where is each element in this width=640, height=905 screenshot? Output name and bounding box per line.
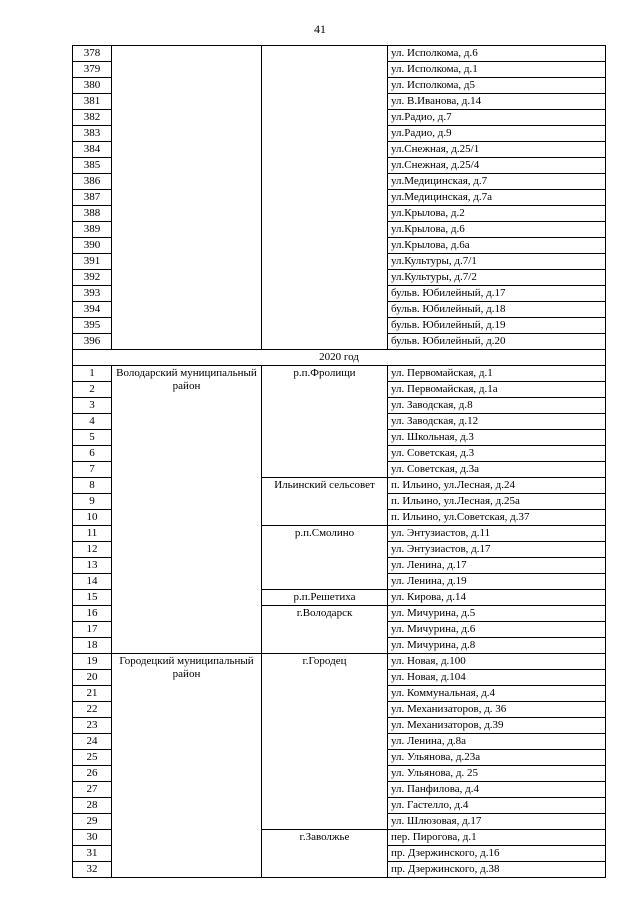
row-number: 26 xyxy=(73,766,112,782)
row-number: 4 xyxy=(73,414,112,430)
address-cell: ул. Школьная, д.3 xyxy=(388,430,606,446)
address-cell: бульв. Юбилейный, д.18 xyxy=(388,302,606,318)
row-number: 391 xyxy=(73,254,112,270)
row-number: 16 xyxy=(73,606,112,622)
address-cell: ул. Новая, д.104 xyxy=(388,670,606,686)
housing-table xyxy=(72,45,606,878)
table-row xyxy=(73,654,606,670)
address-cell: пр. Дзержинского, д.38 xyxy=(388,862,606,878)
address-cell: ул. Энтузиастов, д.17 xyxy=(388,542,606,558)
address-cell: ул.Крылова, д.2 xyxy=(388,206,606,222)
row-number: 13 xyxy=(73,558,112,574)
row-number: 392 xyxy=(73,270,112,286)
row-number: 29 xyxy=(73,814,112,830)
page-number: 41 xyxy=(314,22,326,36)
row-number: 8 xyxy=(73,478,112,494)
row-number: 30 xyxy=(73,830,112,846)
address-cell: ул. Исполкома, д.6 xyxy=(388,46,606,62)
address-cell: ул. Гастелло, д.4 xyxy=(388,798,606,814)
row-number: 7 xyxy=(73,462,112,478)
row-number: 383 xyxy=(73,126,112,142)
row-number: 11 xyxy=(73,526,112,542)
settlement-name: г.Володарск xyxy=(262,606,388,654)
row-number: 20 xyxy=(73,670,112,686)
row-number: 22 xyxy=(73,702,112,718)
address-cell: ул.Радио, д.9 xyxy=(388,126,606,142)
row-number: 25 xyxy=(73,750,112,766)
row-number: 23 xyxy=(73,718,112,734)
row-number: 10 xyxy=(73,510,112,526)
address-cell: ул. Советская, д.3а xyxy=(388,462,606,478)
row-number: 9 xyxy=(73,494,112,510)
address-cell: ул. Ленина, д.19 xyxy=(388,574,606,590)
address-cell: ул.Медицинская, д.7 xyxy=(388,174,606,190)
address-cell: пр. Дзержинского, д.16 xyxy=(388,846,606,862)
row-number: 394 xyxy=(73,302,112,318)
row-number: 396 xyxy=(73,334,112,350)
settlement-name: г.Городец xyxy=(262,654,388,830)
address-cell: пер. Пирогова, д.1 xyxy=(388,830,606,846)
row-number: 17 xyxy=(73,622,112,638)
address-cell: ул.Медицинская, д.7а xyxy=(388,190,606,206)
row-number: 378 xyxy=(73,46,112,62)
address-cell: ул. Кирова, д.14 xyxy=(388,590,606,606)
address-cell: ул. Мичурина, д.8 xyxy=(388,638,606,654)
address-cell: ул. Заводская, д.12 xyxy=(388,414,606,430)
address-cell: ул.Радио, д.7 xyxy=(388,110,606,126)
row-number: 6 xyxy=(73,446,112,462)
region-name: Городецкий муниципальный район xyxy=(112,654,262,878)
row-number: 5 xyxy=(73,430,112,446)
table-row xyxy=(73,366,606,382)
address-cell: ул. Новая, д.100 xyxy=(388,654,606,670)
row-number: 393 xyxy=(73,286,112,302)
address-cell: п. Ильино, ул.Лесная, д.25а xyxy=(388,494,606,510)
address-cell: ул. Исполкома, д5 xyxy=(388,78,606,94)
address-cell: ул.Крылова, д.6а xyxy=(388,238,606,254)
address-cell: бульв. Юбилейный, д.19 xyxy=(388,318,606,334)
row-number: 21 xyxy=(73,686,112,702)
row-number: 18 xyxy=(73,638,112,654)
address-cell: ул. Советская, д.3 xyxy=(388,446,606,462)
row-number: 14 xyxy=(73,574,112,590)
address-cell: ул. Ульянова, д.23а xyxy=(388,750,606,766)
row-number: 389 xyxy=(73,222,112,238)
address-cell: ул. Заводская, д.8 xyxy=(388,398,606,414)
row-number: 19 xyxy=(73,654,112,670)
row-number: 31 xyxy=(73,846,112,862)
row-number: 12 xyxy=(73,542,112,558)
year-header: 2020 год xyxy=(73,350,606,366)
row-number: 24 xyxy=(73,734,112,750)
row-number: 382 xyxy=(73,110,112,126)
address-cell: ул. В.Иванова, д.14 xyxy=(388,94,606,110)
address-cell: ул. Энтузиастов, д.11 xyxy=(388,526,606,542)
settlement-name: Ильинский сельсовет xyxy=(262,478,388,526)
address-cell: ул. Шлюзовая, д.17 xyxy=(388,814,606,830)
row-number: 1 xyxy=(73,366,112,382)
address-cell: ул. Исполкома, д.1 xyxy=(388,62,606,78)
row-number: 387 xyxy=(73,190,112,206)
row-number: 390 xyxy=(73,238,112,254)
table-body xyxy=(73,46,606,878)
address-cell: ул.Культуры, д.7/1 xyxy=(388,254,606,270)
row-number: 28 xyxy=(73,798,112,814)
address-cell: ул. Ленина, д.8а xyxy=(388,734,606,750)
row-number: 27 xyxy=(73,782,112,798)
row-number: 379 xyxy=(73,62,112,78)
row-number: 386 xyxy=(73,174,112,190)
row-number: 385 xyxy=(73,158,112,174)
address-cell: ул.Снежная, д.25/4 xyxy=(388,158,606,174)
address-cell: ул. Механизаторов, д.39 xyxy=(388,718,606,734)
region-name: Володарский муниципальный район xyxy=(112,366,262,654)
address-cell: ул. Ленина, д.17 xyxy=(388,558,606,574)
row-number: 2 xyxy=(73,382,112,398)
row-number: 388 xyxy=(73,206,112,222)
address-cell: ул.Снежная, д.25/1 xyxy=(388,142,606,158)
settlement-name: г.Заволжье xyxy=(262,830,388,878)
settlement-name: р.п.Смолино xyxy=(262,526,388,590)
address-cell: бульв. Юбилейный, д.20 xyxy=(388,334,606,350)
row-number: 15 xyxy=(73,590,112,606)
table-row xyxy=(73,46,606,62)
address-cell: ул. Мичурина, д.5 xyxy=(388,606,606,622)
settlement-name: р.п.Решетиха xyxy=(262,590,388,606)
row-number: 395 xyxy=(73,318,112,334)
address-cell: п. Ильино, ул.Лесная, д.24 xyxy=(388,478,606,494)
address-cell: ул.Крылова, д.6 xyxy=(388,222,606,238)
address-cell: ул. Первомайская, д.1 xyxy=(388,366,606,382)
address-cell: ул. Панфилова, д.4 xyxy=(388,782,606,798)
address-cell: ул. Ульянова, д. 25 xyxy=(388,766,606,782)
row-number: 380 xyxy=(73,78,112,94)
row-number: 32 xyxy=(73,862,112,878)
address-cell: ул.Культуры, д.7/2 xyxy=(388,270,606,286)
row-number: 381 xyxy=(73,94,112,110)
region-cell xyxy=(112,46,262,350)
settlement-name: р.п.Фролищи xyxy=(262,366,388,478)
address-cell: бульв. Юбилейный, д.17 xyxy=(388,286,606,302)
address-cell: п. Ильино, ул.Советская, д.37 xyxy=(388,510,606,526)
address-cell: ул. Коммунальная, д.4 xyxy=(388,686,606,702)
table-row xyxy=(73,350,606,366)
address-cell: ул. Первомайская, д.1а xyxy=(388,382,606,398)
address-cell: ул. Мичурина, д.6 xyxy=(388,622,606,638)
row-number: 3 xyxy=(73,398,112,414)
address-cell: ул. Механизаторов, д. 36 xyxy=(388,702,606,718)
settlement-cell xyxy=(262,46,388,350)
row-number: 384 xyxy=(73,142,112,158)
